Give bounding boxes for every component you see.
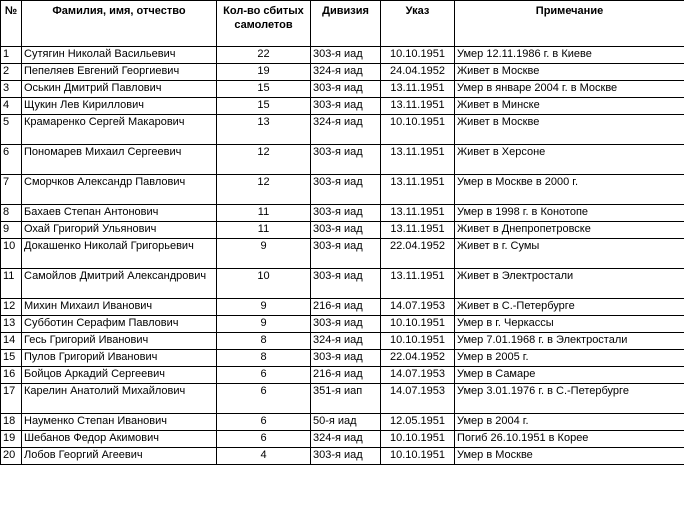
cell-decree: 13.11.1951 xyxy=(381,145,455,175)
cell-division: 303-я иад xyxy=(311,316,381,333)
cell-division: 351-я иап xyxy=(311,384,381,414)
cell-kills: 9 xyxy=(217,316,311,333)
cell-number: 7 xyxy=(1,175,22,205)
cell-kills: 11 xyxy=(217,205,311,222)
cell-number: 13 xyxy=(1,316,22,333)
cell-name: Оськин Дмитрий Павлович xyxy=(22,81,217,98)
cell-note: Умер в Москве в 2000 г. xyxy=(455,175,684,205)
cell-number: 18 xyxy=(1,414,22,431)
column-header-division: Дивизия xyxy=(311,1,381,47)
cell-note: Живет в Москве xyxy=(455,115,684,145)
cell-number: 4 xyxy=(1,98,22,115)
cell-note: Живет в Днепропетровске xyxy=(455,222,684,239)
cell-division: 324-я иад xyxy=(311,115,381,145)
cell-kills: 8 xyxy=(217,350,311,367)
cell-name: Гесь Григорий Иванович xyxy=(22,333,217,350)
table-row xyxy=(1,205,684,222)
cell-kills: 9 xyxy=(217,299,311,316)
cell-decree: 13.11.1951 xyxy=(381,269,455,299)
cell-kills: 22 xyxy=(217,47,311,64)
cell-number: 5 xyxy=(1,115,22,145)
cell-number: 16 xyxy=(1,367,22,384)
table-row xyxy=(1,384,684,414)
cell-note: Живет в Херсоне xyxy=(455,145,684,175)
cell-division: 303-я иад xyxy=(311,145,381,175)
cell-decree: 24.04.1952 xyxy=(381,64,455,81)
cell-division: 50-я иад xyxy=(311,414,381,431)
cell-decree: 10.10.1951 xyxy=(381,333,455,350)
cell-decree: 12.05.1951 xyxy=(381,414,455,431)
cell-number: 6 xyxy=(1,145,22,175)
cell-decree: 13.11.1951 xyxy=(381,98,455,115)
cell-note: Живет в Минске xyxy=(455,98,684,115)
table-row xyxy=(1,316,684,333)
table-row xyxy=(1,299,684,316)
cell-number: 11 xyxy=(1,269,22,299)
cell-division: 303-я иад xyxy=(311,222,381,239)
cell-kills: 6 xyxy=(217,384,311,414)
table-row xyxy=(1,431,684,448)
cell-note: Умер в Самаре xyxy=(455,367,684,384)
cell-division: 303-я иад xyxy=(311,350,381,367)
cell-number: 3 xyxy=(1,81,22,98)
cell-kills: 19 xyxy=(217,64,311,81)
table-row xyxy=(1,47,684,64)
cell-name: Крамаренко Сергей Макарович xyxy=(22,115,217,145)
cell-decree: 13.11.1951 xyxy=(381,205,455,222)
cell-name: Сутягин Николай Васильевич xyxy=(22,47,217,64)
table-row xyxy=(1,222,684,239)
cell-decree: 13.11.1951 xyxy=(381,222,455,239)
cell-name: Бахаев Степан Антонович xyxy=(22,205,217,222)
cell-name: Сморчков Александр Павлович xyxy=(22,175,217,205)
cell-number: 9 xyxy=(1,222,22,239)
cell-note: Живет в Электростали xyxy=(455,269,684,299)
cell-note: Умер в 2004 г. xyxy=(455,414,684,431)
cell-kills: 6 xyxy=(217,431,311,448)
cell-kills: 13 xyxy=(217,115,311,145)
column-header-name: Фамилия, имя, отчество xyxy=(22,1,217,47)
cell-note: Умер в 1998 г. в Конотопе xyxy=(455,205,684,222)
table-row xyxy=(1,239,684,269)
cell-name: Охай Григорий Ульянович xyxy=(22,222,217,239)
table-row xyxy=(1,145,684,175)
cell-note: Живет в Москве xyxy=(455,64,684,81)
cell-note: Умер 12.11.1986 г. в Киеве xyxy=(455,47,684,64)
cell-kills: 11 xyxy=(217,222,311,239)
cell-number: 19 xyxy=(1,431,22,448)
cell-name: Пономарев Михаил Сергеевич xyxy=(22,145,217,175)
cell-number: 17 xyxy=(1,384,22,414)
cell-decree: 13.11.1951 xyxy=(381,81,455,98)
cell-number: 14 xyxy=(1,333,22,350)
cell-division: 324-я иад xyxy=(311,431,381,448)
cell-name: Субботин Серафим Павлович xyxy=(22,316,217,333)
table-row xyxy=(1,64,684,81)
cell-division: 303-я иад xyxy=(311,205,381,222)
cell-number: 20 xyxy=(1,448,22,465)
cell-decree: 22.04.1952 xyxy=(381,239,455,269)
cell-name: Докашенко Николай Григорьевич xyxy=(22,239,217,269)
cell-name: Науменко Степан Иванович xyxy=(22,414,217,431)
cell-note: Умер в 2005 г. xyxy=(455,350,684,367)
column-header-number: № xyxy=(1,1,22,47)
cell-name: Бойцов Аркадий Сергеевич xyxy=(22,367,217,384)
cell-division: 303-я иад xyxy=(311,239,381,269)
cell-kills: 12 xyxy=(217,175,311,205)
cell-number: 12 xyxy=(1,299,22,316)
table-row xyxy=(1,414,684,431)
cell-number: 15 xyxy=(1,350,22,367)
cell-note: Умер в январе 2004 г. в Москве xyxy=(455,81,684,98)
cell-division: 216-я иад xyxy=(311,299,381,316)
cell-decree: 14.07.1953 xyxy=(381,367,455,384)
table-row xyxy=(1,350,684,367)
cell-decree: 10.10.1951 xyxy=(381,448,455,465)
cell-decree: 22.04.1952 xyxy=(381,350,455,367)
cell-decree: 14.07.1953 xyxy=(381,384,455,414)
cell-division: 216-я иад xyxy=(311,367,381,384)
cell-decree: 10.10.1951 xyxy=(381,47,455,64)
table-row xyxy=(1,98,684,115)
cell-kills: 15 xyxy=(217,81,311,98)
cell-division: 303-я иад xyxy=(311,175,381,205)
column-header-note: Примечание xyxy=(455,1,684,47)
cell-kills: 15 xyxy=(217,98,311,115)
cell-name: Самойлов Дмитрий Александрович xyxy=(22,269,217,299)
cell-number: 2 xyxy=(1,64,22,81)
cell-decree: 10.10.1951 xyxy=(381,316,455,333)
cell-name: Михин Михаил Иванович xyxy=(22,299,217,316)
cell-note: Умер в г. Черкассы xyxy=(455,316,684,333)
cell-division: 303-я иад xyxy=(311,269,381,299)
cell-note: Погиб 26.10.1951 в Корее xyxy=(455,431,684,448)
cell-division: 324-я иад xyxy=(311,333,381,350)
cell-decree: 10.10.1951 xyxy=(381,115,455,145)
cell-decree: 14.07.1953 xyxy=(381,299,455,316)
cell-note: Живет в С.-Петербурге xyxy=(455,299,684,316)
table-row xyxy=(1,269,684,299)
cell-decree: 10.10.1951 xyxy=(381,431,455,448)
cell-note: Умер 3.01.1976 г. в С.-Петербурге xyxy=(455,384,684,414)
cell-note: Умер 7.01.1968 г. в Электростали xyxy=(455,333,684,350)
cell-name: Лобов Георгий Агеевич xyxy=(22,448,217,465)
cell-kills: 12 xyxy=(217,145,311,175)
column-header-kills: Кол-во сбитых самолетов xyxy=(217,1,311,47)
cell-kills: 4 xyxy=(217,448,311,465)
cell-name: Пулов Григорий Иванович xyxy=(22,350,217,367)
cell-name: Щукин Лев Кириллович xyxy=(22,98,217,115)
table-row xyxy=(1,81,684,98)
cell-number: 1 xyxy=(1,47,22,64)
table-row xyxy=(1,175,684,205)
table-row xyxy=(1,448,684,465)
cell-name: Шебанов Федор Акимович xyxy=(22,431,217,448)
cell-note: Живет в г. Сумы xyxy=(455,239,684,269)
cell-name: Карелин Анатолий Михайлович xyxy=(22,384,217,414)
table-row xyxy=(1,367,684,384)
cell-number: 10 xyxy=(1,239,22,269)
cell-kills: 8 xyxy=(217,333,311,350)
table-row xyxy=(1,333,684,350)
cell-division: 324-я иад xyxy=(311,64,381,81)
cell-division: 303-я иад xyxy=(311,98,381,115)
cell-kills: 6 xyxy=(217,367,311,384)
cell-note: Умер в Москве xyxy=(455,448,684,465)
cell-name: Пепеляев Евгений Георгиевич xyxy=(22,64,217,81)
header-row xyxy=(1,1,684,47)
cell-kills: 6 xyxy=(217,414,311,431)
cell-number: 8 xyxy=(1,205,22,222)
cell-kills: 9 xyxy=(217,239,311,269)
cell-division: 303-я иад xyxy=(311,47,381,64)
cell-division: 303-я иад xyxy=(311,81,381,98)
cell-kills: 10 xyxy=(217,269,311,299)
table-row xyxy=(1,115,684,145)
cell-decree: 13.11.1951 xyxy=(381,175,455,205)
cell-division: 303-я иад xyxy=(311,448,381,465)
column-header-decree: Указ xyxy=(381,1,455,47)
